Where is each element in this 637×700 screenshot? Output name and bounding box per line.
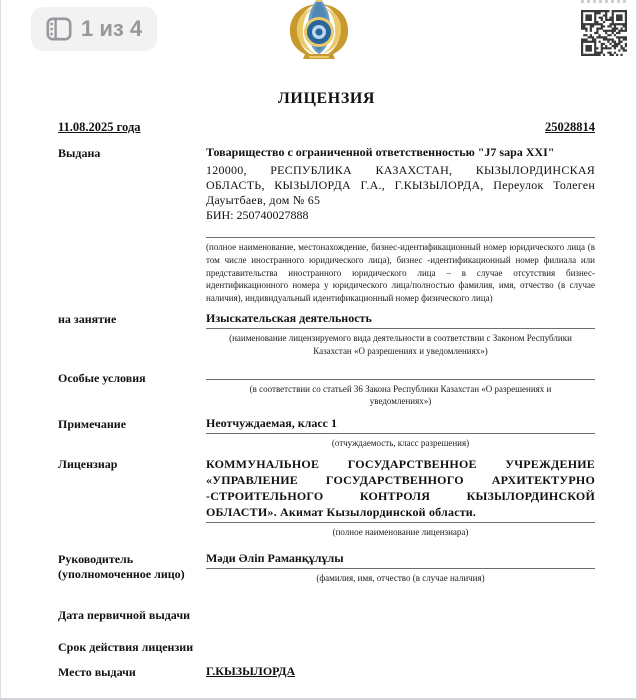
note-label: Примечание <box>58 417 127 432</box>
issued-label: Выдана <box>58 146 101 160</box>
activity-value: Изыскательская деятельность <box>206 311 595 329</box>
field-special-conditions <box>58 370 595 409</box>
page-indicator-label: 1 из 4 <box>81 16 143 41</box>
viewer-header <box>1 0 636 66</box>
issued-bin: БИН: 250740027888 <box>206 208 309 222</box>
first-issue-label: Дата первичной выдачи <box>58 607 191 622</box>
qr-modules <box>581 10 627 56</box>
validity-label: Срок действия лицензии <box>58 639 194 654</box>
issued-address: 120000, РЕСПУБЛИКА КАЗАХСТАН, КЫЗЫЛОРДИНСКАЯ ОБЛАСТЬ, КЫЗЫЛОРДА Г.А., Г.КЫЗЫЛОРДА, Переулок Толеген Дауытбаев, дом № 65 <box>206 163 595 207</box>
field-validity-period <box>58 639 595 655</box>
field-activity <box>58 311 595 358</box>
field-issued-to <box>58 145 595 305</box>
qr-caption-cutoff <box>581 0 627 3</box>
activity-label: на занятие <box>58 311 117 326</box>
page-indicator[interactable] <box>31 7 157 51</box>
licensor-hint: (полное наименование лицензиара) <box>332 526 469 537</box>
field-licensor <box>58 456 595 539</box>
head-hint: (фамилия, имя, отчество (в случае наличия) <box>316 572 485 583</box>
license-number: 25028814 <box>545 120 595 134</box>
license-document <box>1 90 636 680</box>
note-value: Неотчуждаемая, класс 1 <box>206 416 595 434</box>
document-title: ЛИЦЕНЗИЯ <box>277 90 376 107</box>
qr-code <box>581 0 627 56</box>
date-number-row <box>58 120 595 135</box>
special-value-blank <box>206 370 595 380</box>
note-hint: (отчуждаемость, класс разрешения) <box>331 438 470 449</box>
field-first-issue-date <box>58 607 595 623</box>
kazakhstan-emblem-icon <box>285 0 353 69</box>
activity-hint: (наименование лицензируемого вида деятельности в соответствии с Законом Республики Казахстан «О разрешениях и уведомлениях») <box>229 332 572 356</box>
place-value: Г.КЫЗЫЛОРДА <box>206 663 296 678</box>
field-head <box>58 551 595 585</box>
special-label: Особые условия <box>58 370 146 385</box>
head-label-line2: (уполномоченное лицо) <box>58 566 185 581</box>
head-value: Мәди Әліп Раманқұлұлы <box>206 551 595 569</box>
issued-company-name: Товарищество с ограниченной ответственностью "J7 sapa XXI" <box>206 145 555 159</box>
special-hint: (в соответствии со статьей 36 Закона Республики Казахстан «О разрешениях и уведомлениях») <box>249 383 552 407</box>
issue-date: 11.08.2025 года <box>58 120 141 134</box>
licensor-value: КОММУНАЛЬНОЕ ГОСУДАРСТВЕННОЕ УЧРЕЖДЕНИЕ «УПРАВЛЕНИЕ ГОСУДАРСТВЕННОГО АРХИТЕКТУРНО -СТРОИТЕЛЬНОГО КОНТРОЛЯ КЫЗЫЛОРДИНСКОЙ ОБЛАСТИ». Акимат Кызылординской области. <box>206 456 595 523</box>
field-issue-place <box>58 664 595 680</box>
issued-hint: (полное наименование, местонахождение, бизнес-идентификационный номер юридического лица (в том числе иностранного юридического лица), бизнес -идентификационный номер филиала или представительства иностранного юридического лица – в случае отсутствия бизнес-идентификационного номера у юридического лица/полностью фамилия, имя, отчество (в случае наличия), индивидуальный идентификационный номер физического лица) <box>206 237 595 305</box>
place-label: Место выдачи <box>58 664 136 679</box>
licensor-label: Лицензиар <box>58 456 118 471</box>
pages-icon <box>46 17 72 41</box>
head-label-line1: Руководитель <box>58 551 134 566</box>
field-note <box>58 416 595 450</box>
